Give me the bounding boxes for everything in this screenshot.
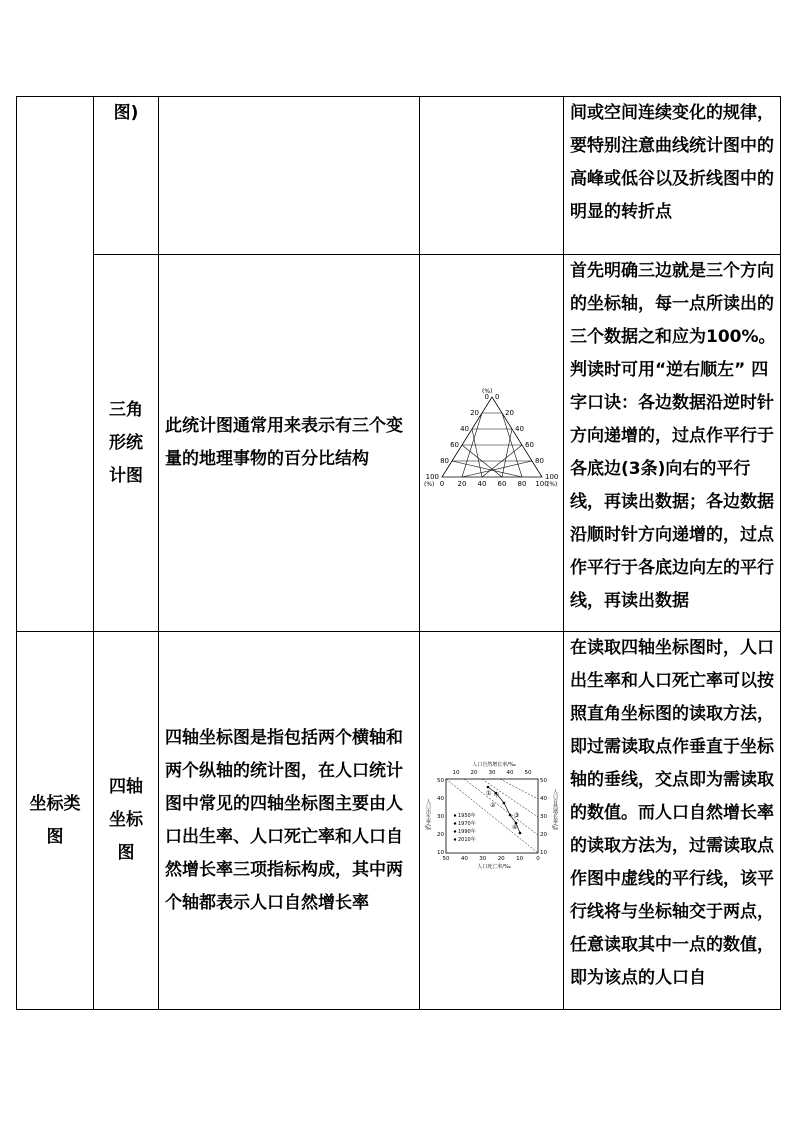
tick-label: 10 xyxy=(539,849,547,856)
tick-label: 50 xyxy=(442,855,449,862)
dashed-guide-line xyxy=(500,779,538,799)
tick-label: 20 xyxy=(497,855,505,862)
tick-label: 50 xyxy=(539,777,547,784)
tick-label: 40 xyxy=(436,795,444,802)
tick-label: 80 xyxy=(534,457,544,465)
method-cell xyxy=(564,632,781,1010)
figure-cell xyxy=(420,632,564,1010)
tick-label: 100 xyxy=(425,473,439,481)
legend-marker xyxy=(453,838,455,840)
tick-label: 10 xyxy=(515,855,523,862)
tick-label: 30 xyxy=(478,855,486,862)
method-cell xyxy=(564,255,781,632)
four-axis-chart xyxy=(424,759,560,871)
tick-label: 100 xyxy=(534,480,549,488)
top-axis-label: 人口自然增长率/‰ xyxy=(471,761,516,768)
tick-label: 50 xyxy=(436,777,444,784)
description-text: 此统计图通常用来表示有三个变量的地理事物的百分比结构 xyxy=(165,416,403,469)
chart-type-cell xyxy=(94,255,159,632)
tick-label: 20 xyxy=(470,769,477,776)
unit-label: (%) xyxy=(546,481,557,488)
method-cell xyxy=(564,97,781,255)
legend-label: 1950年 xyxy=(457,812,476,819)
category-label: 坐标类图 xyxy=(29,793,81,847)
tick-label: 40 xyxy=(514,425,524,433)
region-label: ② xyxy=(489,801,495,809)
tick-label: 0 xyxy=(494,393,499,401)
description-text: 四轴坐标图是指包括两个横轴和两个纵轴的统计图，在人口统计图中常见的四轴坐标图主要由人口出生率、人口死亡率和人口自然增长率三项指标构成，其中两个轴都表示人口自然增长率 xyxy=(165,727,403,913)
tick-label: 0 xyxy=(439,480,444,488)
category-cell xyxy=(17,632,94,1010)
bottom-axis-label: 人口死亡率/‰ xyxy=(476,863,511,870)
legend-label: 1970年 xyxy=(457,820,476,827)
tick-label: 30 xyxy=(436,813,444,820)
unit-label: (%) xyxy=(481,388,492,395)
legend-label: 2010年 xyxy=(457,836,476,843)
chart-type-label: 图) xyxy=(113,103,139,123)
grid-line xyxy=(472,429,482,477)
table-row xyxy=(17,97,781,255)
description-cell xyxy=(159,632,420,1010)
tick-label: 60 xyxy=(524,441,534,449)
chart-type-cell xyxy=(94,97,159,255)
data-point xyxy=(486,785,489,788)
data-point xyxy=(518,831,521,834)
tick-label: 100 xyxy=(544,473,558,481)
tick-label: 20 xyxy=(436,831,444,838)
tick-label: 20 xyxy=(504,409,514,417)
method-text: 间或空间连续变化的规律，要特别注意曲线统计图中的高峰或低谷以及折线图中的明显的转折点 xyxy=(570,103,774,222)
right-axis-label: 人口自然增长率/‰ xyxy=(551,788,558,832)
tick-label: 80 xyxy=(517,480,526,488)
description-cell xyxy=(159,97,420,255)
grid-line xyxy=(502,429,512,477)
dashed-guide-line xyxy=(482,779,538,817)
triangle-outline xyxy=(439,397,542,477)
tick-label: 20 xyxy=(539,831,547,838)
chart-type-cell xyxy=(94,632,159,1010)
method-text: 在读取四轴坐标图时，人口出生率和人口死亡率可以按照直角坐标图的读取方法，即过需读取点作垂直于坐标轴的垂线，交点即为需读取的数值。而人口自然增长率的读取方法为，过需读取点作图中虚线的平行线，该平行线将与坐标轴交于两点，任意读取其中一点的数值，即为该点的人口自 xyxy=(570,638,774,988)
legend-label: 1990年 xyxy=(457,828,476,835)
tick-label: 40 xyxy=(539,795,547,802)
region-label: ④ xyxy=(511,823,517,831)
table-row xyxy=(17,632,781,1010)
data-point xyxy=(502,801,505,804)
data-point xyxy=(508,813,511,816)
description-cell xyxy=(159,255,420,632)
table-row xyxy=(17,255,781,632)
tick-label: 40 xyxy=(477,480,486,488)
tick-label: 30 xyxy=(488,769,495,776)
tick-label: 40 xyxy=(459,425,469,433)
tick-label: 40 xyxy=(506,769,513,776)
content-table xyxy=(16,96,781,1010)
unit-label: (%) xyxy=(423,481,434,488)
category-cell xyxy=(17,97,94,632)
tick-label: 40 xyxy=(460,855,468,862)
legend-marker xyxy=(453,830,455,832)
region-label: ③ xyxy=(513,811,519,819)
tick-label: 20 xyxy=(469,409,479,417)
tick-label: 20 xyxy=(457,480,466,488)
tick-label: 10 xyxy=(436,849,444,856)
tick-label: 30 xyxy=(539,813,547,820)
tick-label: 60 xyxy=(449,441,459,449)
legend-marker xyxy=(453,822,455,824)
chart-type-label: 三角形统计图 xyxy=(108,399,143,486)
left-axis-label: 人口出生率/‰ xyxy=(424,798,431,832)
figure-cell xyxy=(420,97,564,255)
point-label: 甲 xyxy=(493,792,499,799)
region-label: ① xyxy=(485,789,491,797)
figure-cell xyxy=(420,255,564,632)
tick-label: 0 xyxy=(484,393,489,401)
tick-label: 0 xyxy=(535,855,540,862)
ternary-chart xyxy=(424,385,560,489)
tick-label: 80 xyxy=(439,457,449,465)
legend-marker xyxy=(453,814,455,816)
tick-label: 60 xyxy=(497,480,506,488)
tick-label: 50 xyxy=(524,769,531,776)
tick-label: 10 xyxy=(452,769,459,776)
chart-type-label: 四轴坐标图 xyxy=(108,777,143,863)
method-text: 首先明确三边就是三个方向的坐标轴，每一点所读出的三个数据之和应为100%。判读时可用“逆右顺左” 四字口诀：各边数据沿逆时针方向递增的，过点作平行于各底边(3条)向右的平行线，再读出数据；各边数据沿顺时针方向递增的，过点作平行于各底边向左的平行线，再读出数据 xyxy=(570,261,776,611)
